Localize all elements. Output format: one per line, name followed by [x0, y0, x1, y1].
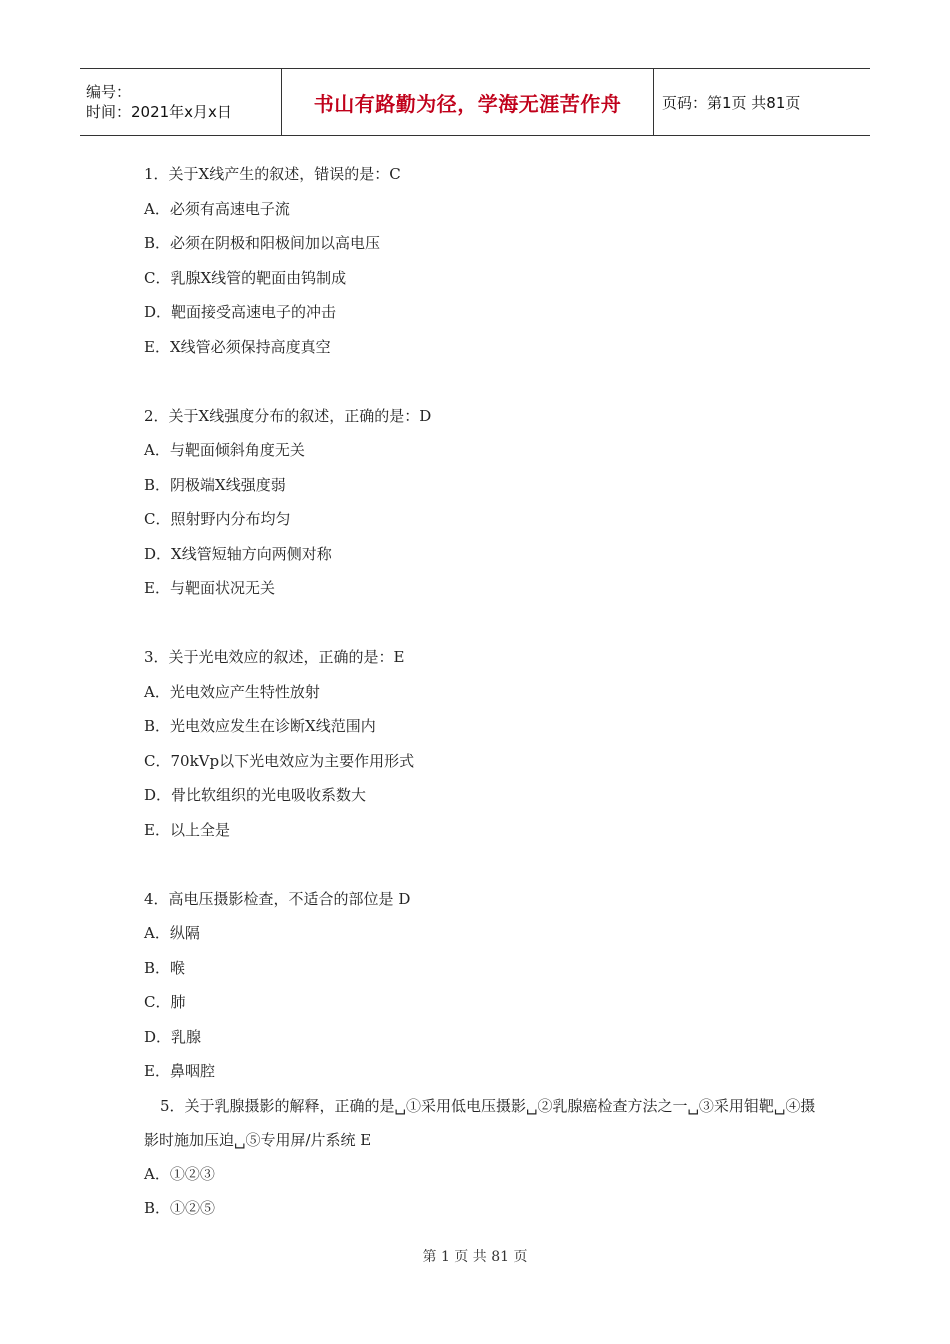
option-b: B．①②⑤: [144, 1199, 216, 1217]
option-e: E．以上全是: [144, 820, 230, 839]
option-b: B．必须在阴极和阳极间加以高电压: [144, 234, 381, 252]
question-stem: 1．关于X线产生的叙述，错误的是：C: [144, 165, 401, 183]
option-a: A．必须有高速电子流: [144, 199, 290, 218]
question-2: [144, 399, 834, 606]
option-c: C．照射野内分布均匀: [144, 510, 291, 528]
option-c: C．乳腺X线管的靶面由钨制成: [144, 268, 347, 287]
question-stem: 2．关于X线强度分布的叙述，正确的是：D: [144, 406, 432, 425]
page-header: [80, 68, 870, 136]
header-meta: [80, 69, 282, 135]
page-footer: 第 1 页 共 81 页: [422, 1249, 528, 1265]
question-1: [144, 157, 834, 364]
number-label: 编号：: [86, 83, 132, 101]
option-d: D．骨比软组织的光电吸收系数大: [144, 786, 367, 804]
option-e: E．鼻咽腔: [144, 1062, 215, 1080]
option-a: A．纵隔: [144, 924, 200, 942]
time-label: 时间：2021年x月x日: [86, 103, 232, 121]
motto-text: 书山有路勤为径，学海无涯苦作舟: [313, 91, 622, 116]
option-e: E．与靶面状况无关: [144, 579, 275, 597]
header-page-info: 页码：第1页 共81页: [662, 93, 801, 112]
option-b: B．光电效应发生在诊断X线范围内: [144, 717, 376, 735]
option-b: B．阴极端X线强度弱: [144, 475, 286, 494]
option-c: C．肺: [144, 993, 186, 1011]
question-3: [144, 640, 834, 847]
header-motto: [282, 69, 654, 135]
question-4: [144, 882, 834, 1089]
option-a: A．光电效应产生特性放射: [144, 682, 320, 701]
option-e: E．X线管必须保持高度真空: [144, 337, 331, 356]
option-a: A．与靶面倾斜角度无关: [144, 441, 305, 459]
option-d: D．乳腺: [144, 1027, 202, 1046]
question-list: [144, 157, 834, 1226]
question-stem: 5．关于乳腺摄影的解释，正确的是␣①采用低电压摄影␣②乳腺癌检查方法之一␣③采用钼靶␣④摄影时施加压迫␣⑤专用屏/片系统 E: [144, 1096, 816, 1149]
option-d: D．X线管短轴方向两侧对称: [144, 544, 332, 563]
option-b: B．喉: [144, 958, 186, 977]
question-stem: 3．关于光电效应的叙述，正确的是：E: [144, 648, 405, 666]
question-5: [144, 1089, 834, 1226]
option-c: C．70kVp以下光电效应为主要作用形式: [144, 751, 415, 770]
option-d: D．靶面接受高速电子的冲击: [144, 303, 337, 321]
option-a: A．①②③: [144, 1164, 215, 1183]
question-stem: 4．高电压摄影检查，不适合的部位是 D: [144, 889, 411, 908]
